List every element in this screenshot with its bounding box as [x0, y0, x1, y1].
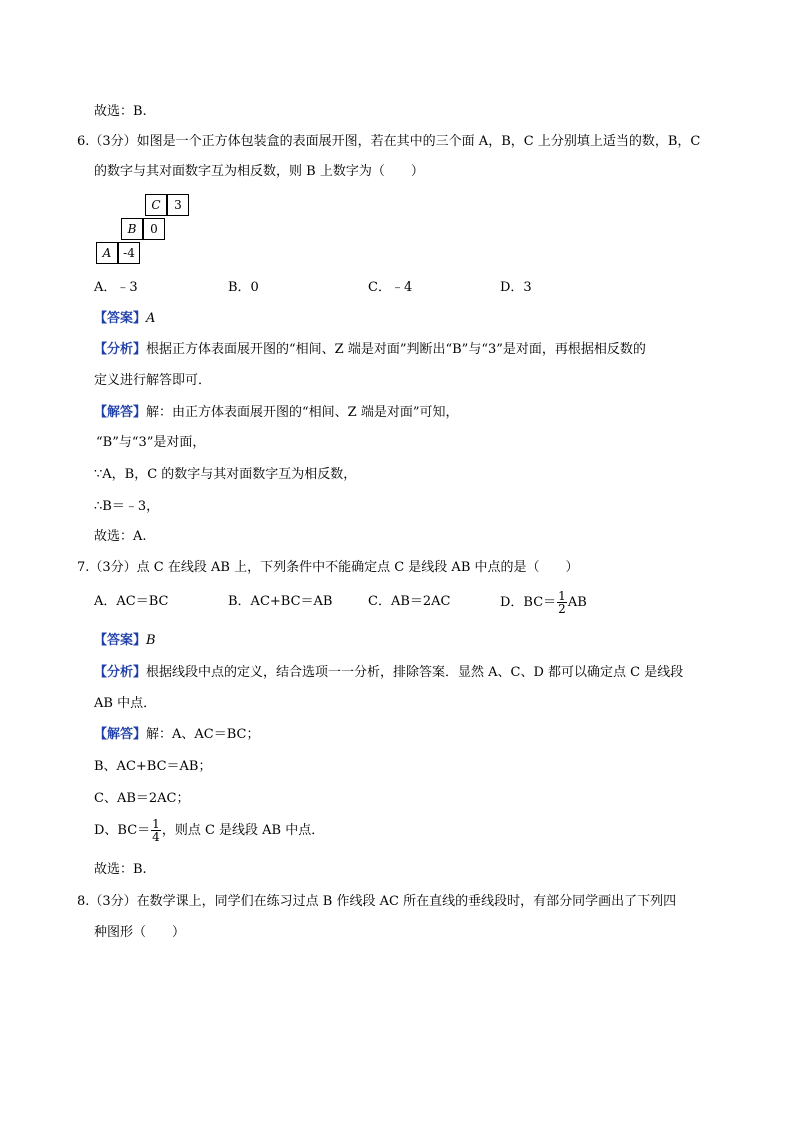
q8-stem-line1: 8.（3分）在数学课上，同学们在练习过点 B 作线段 AC 所在直线的垂线段时，有部分同学画出了下列四 [77, 894, 677, 909]
cube-net-diagram [96, 194, 196, 269]
solution-tag: 【解答】 [94, 727, 147, 742]
q6-solution-line1: 【解答】解：由正方体表面展开图的“相间、Z 端是对面”可知， [94, 405, 459, 420]
q6-answer [94, 310, 155, 328]
q6-stem-line1: 6.（3分）如图是一个正方体包装盒的表面展开图，若在其中的三个面 A，B，C 上分别填上适当的数，B，C [77, 134, 701, 149]
q6-option-c: C．﹣4 [368, 280, 413, 295]
net-face-0: 0 [143, 218, 165, 240]
q6-conclusion: 故选：A. [94, 529, 147, 544]
solution-tag: 【解答】 [94, 405, 147, 420]
analysis-tag: 【分析】 [94, 342, 147, 357]
q6-stem-line2: 的数字与其对面数字互为相反数，则 B 上数字为（ ） [94, 164, 424, 179]
q6-solution-line4: ∴B＝﹣3， [94, 499, 160, 514]
q7-option-b: B．AC+BC＝AB [228, 594, 333, 609]
net-face-b: B [121, 218, 143, 240]
q7-analysis-line2: AB 中点． [94, 696, 157, 711]
q6-analysis-line2: 定义进行解答即可． [94, 373, 212, 388]
q6-solution-line3: ∵A，B，C 的数字与其对面数字互为相反数， [94, 467, 357, 482]
answer-tag: 【答案】 [94, 633, 147, 648]
q7-solution-line2: B、AC+BC＝AB； [94, 759, 212, 774]
q7-conclusion: 故选：B. [94, 862, 147, 877]
answer-value: B [146, 633, 156, 648]
q6-analysis-line1: 【分析】根据正方体表面展开图的“相间、Z 端是对面”判断出“B”与“3”是对面，再根据相反数的 [94, 342, 646, 357]
q6-solution-line2: “B”与“3”是对面， [96, 435, 206, 450]
answer-value: A [146, 311, 156, 326]
q5-conclusion: 故选：B. [94, 104, 147, 119]
net-face-a: A [96, 242, 118, 264]
fraction-half: $\frac{1}{2}$ [558, 589, 566, 616]
q7-solution-line3: C、AB＝2AC； [94, 791, 190, 806]
q7-stem-line1: 7.（3分）点 C 在线段 AB 上，下列条件中不能确定点 C 是线段 AB 中点的是（ ） [77, 560, 579, 575]
q6-option-b: B．0 [228, 280, 259, 295]
q7-option-a: A．AC＝BC [94, 594, 169, 609]
q7-solution-line1: 【解答】解：A、AC＝BC； [94, 727, 260, 742]
q7-option-c: C．AB＝2AC [368, 594, 451, 609]
q6-option-a: A．﹣3 [94, 280, 138, 295]
net-face-c: C [145, 194, 167, 216]
q7-option-d: D．BC＝ $\frac{1}{2}$ AB [500, 589, 587, 616]
q7-analysis-line1: 【分析】根据线段中点的定义，结合选项一一分析，排除答案．显然 A、C、D 都可以确定点 C 是线段 [94, 665, 684, 680]
answer-tag: 【答案】 [94, 311, 147, 326]
analysis-tag: 【分析】 [94, 665, 147, 680]
net-face-neg4: -4 [118, 242, 140, 264]
fraction-quarter: $\frac{1}{4}$ [152, 817, 160, 844]
q7-answer [94, 632, 156, 650]
q6-option-d: D．3 [500, 280, 532, 295]
net-face-3: 3 [167, 194, 189, 216]
q7-solution-line4: D、BC＝ $\frac{1}{4}$ ，则点 C 是线段 AB 中点． [94, 817, 325, 844]
q8-stem-line2: 种图形（ ） [94, 925, 186, 940]
